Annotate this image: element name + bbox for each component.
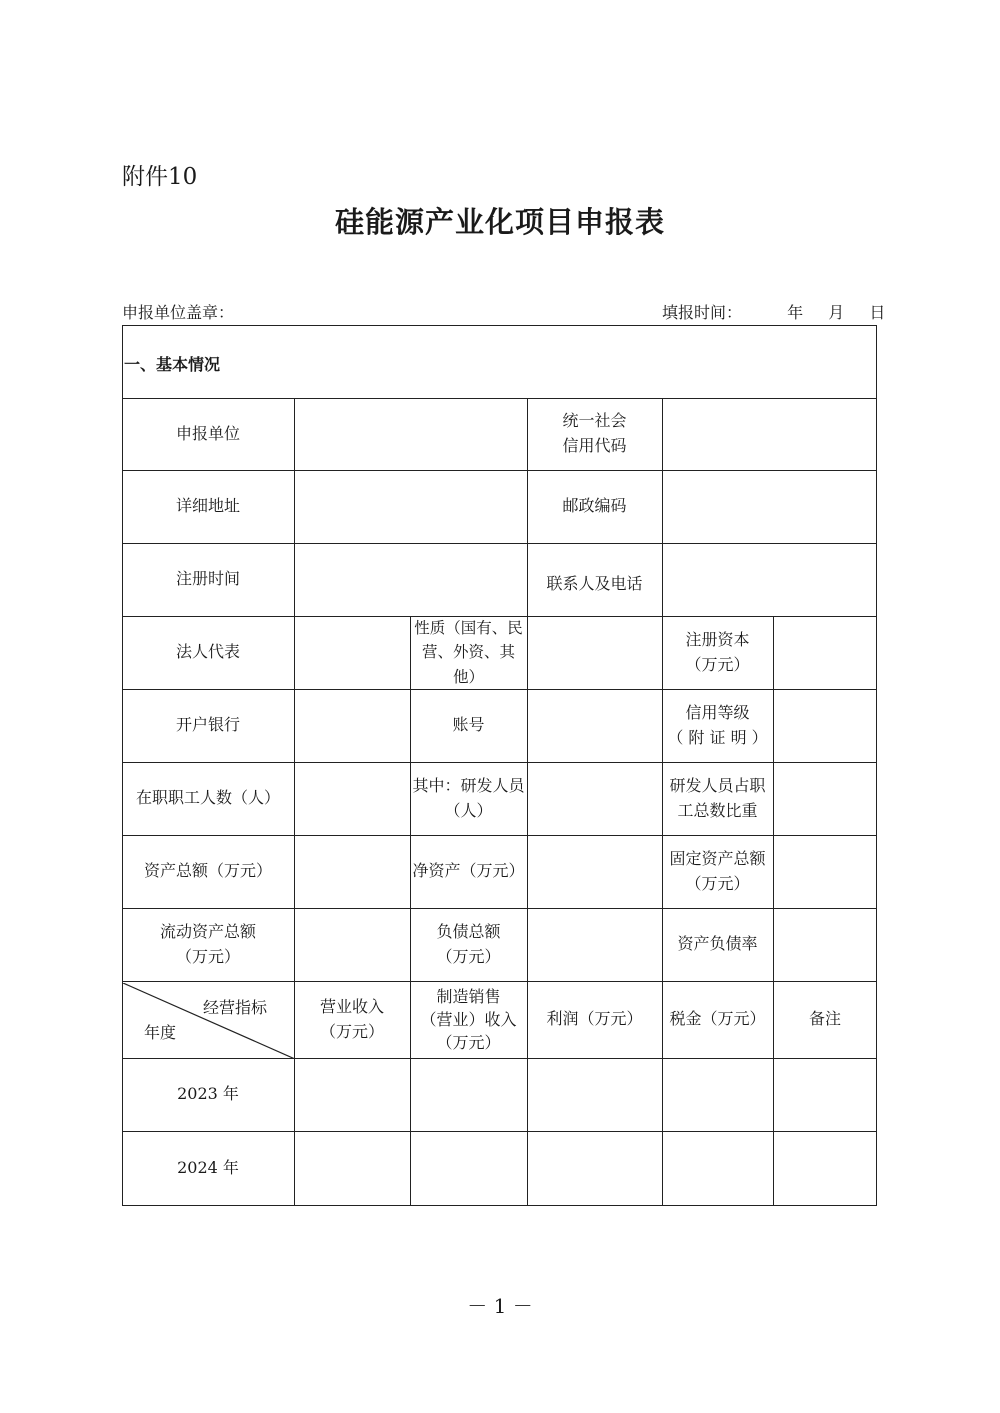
applicant-seal-label: 申报单位盖章： [122, 303, 235, 322]
total-assets-label: 资产总额（万元） [143, 861, 272, 881]
credit-level-label: 信用等级 （ 附 证 明 ） [667, 702, 768, 747]
register-time-label: 注册时间 [175, 569, 240, 589]
rd-staff-label: 其中：研发人员 （人） [412, 775, 525, 820]
column-divider [294, 398, 295, 1205]
address-label: 详细地址 [175, 496, 240, 516]
column-divider [773, 616, 774, 1205]
legal-rep-label: 法人代表 [175, 642, 240, 662]
rd-ratio-label: 研发人员占职 工总数比重 [669, 775, 766, 820]
column-divider [662, 398, 663, 617]
net-assets-label: 净资产（万元） [412, 861, 525, 881]
staff-count-label: 在职职工人数（人） [135, 788, 280, 808]
col-manufacturing-sales: 制造销售 （营业）收入 （万元） [420, 986, 517, 1053]
page-number: － 1 － [467, 1294, 533, 1318]
reg-capital-label: 注册资本 （万元） [685, 629, 750, 674]
bank-label: 开户银行 [175, 715, 240, 735]
date-year-label: 年 [787, 303, 804, 322]
col-remarks: 备注 [808, 1009, 841, 1029]
applicant-label: 申报单位 [175, 423, 240, 443]
diag-top-label: 经营指标 [202, 997, 267, 1017]
fill-time-label: 填报时间： [662, 303, 743, 322]
form-title: 硅能源产业化项目申报表 [334, 205, 665, 239]
date-day-label: 日 [869, 303, 886, 322]
postal-code-label: 邮政编码 [562, 496, 627, 516]
account-label: 账号 [452, 715, 485, 735]
attachment-label: 附件10 [122, 164, 198, 190]
year-row-2024: 2024 年 [177, 1157, 239, 1177]
nature-label: 性质（国有、民 营、外资、其他） [414, 619, 523, 686]
contact-label: 联系人及电话 [546, 574, 643, 594]
fill-time [662, 300, 885, 323]
column-divider [527, 616, 528, 1205]
section-title: 一、基本情况 [124, 355, 221, 374]
date-month-label: 月 [828, 303, 845, 322]
liabilities-label: 负债总额 （万元） [436, 921, 501, 966]
col-revenue: 营业收入 （万元） [319, 996, 384, 1041]
col-profit: 利润（万元） [546, 1009, 643, 1029]
credit-code-label: 统一社会 信用代码 [562, 411, 627, 455]
debt-ratio-label: 资产负债率 [677, 934, 758, 954]
current-assets-label: 流动资产总额 （万元） [159, 921, 256, 966]
year-row-2023: 2023 年 [177, 1084, 239, 1104]
fixed-assets-label: 固定资产总额 （万元） [669, 848, 766, 893]
diag-bottom-label: 年度 [143, 1022, 176, 1042]
col-tax: 税金（万元） [669, 1009, 766, 1029]
